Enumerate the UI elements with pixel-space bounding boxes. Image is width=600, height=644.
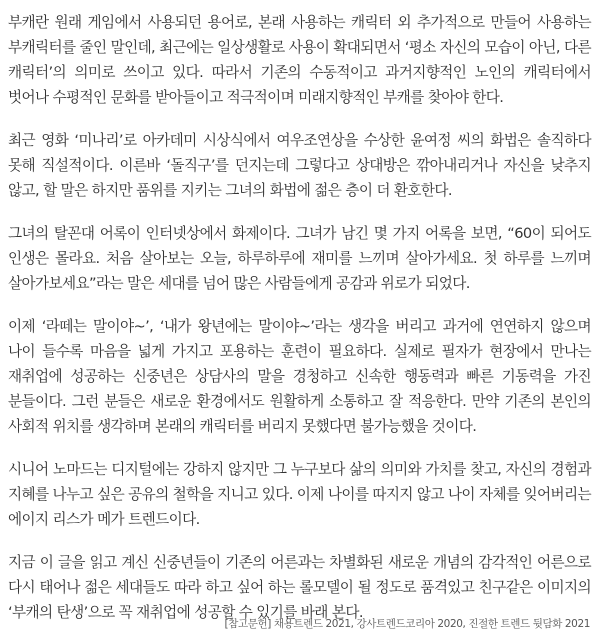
paragraph-5: 시니어 노마드는 디지털에는 강하지 않지만 그 누구보다 삶의 의미와 가치를 찾고, 자신의 경험과 지혜를 나누고 싶은 공유의 철학을 지니고 있다. 이제 나이를 따지지 않고 나이 자체를 잊어버리는 에이지 리스가 메가 트렌드이다. xyxy=(8,461,591,528)
paragraph-3: 그녀의 탈꼰대 어록이 인터넷상에서 화제이다. 그녀가 남긴 몇 가지 어록을 보면, “60이 되어도 인생은 몰라요. 처음 살아보는 오늘, 하루하루에 재미를 느끼며 살아가세요. 첫 하루를 느끼며 살아가보세요”라는 말은 세대를 넘어 많은 사람들에게 공감과 위로가 되었다. xyxy=(8,225,591,292)
paragraph-1: 부캐란 원래 게임에서 사용되던 용어로, 본래 사용하는 캐릭터 외 추가적으로 만들어 사용하는 부캐릭터를 줄인 말인데, 최근에는 일상생활로 사용이 확대되면서 ‘평소 자신의 모습이 아닌, 다른 캐릭터’의 의미로 쓰이고 있다. 따라서 기존의 수동적이고 과거지향적인 노인의 캐릭터에서 벗어나 수평적인 문화를 받아들이고 적극적이며 미래지향적인 부캐를 찾아야 한다. xyxy=(8,14,591,106)
paragraph-6: 지금 이 글을 읽고 계신 신중년들이 기존의 어른과는 차별화된 새로운 개념의 감각적인 어른으로 다시 태어나 젊은 세대들도 따라 하고 싶어 하는 롤모델이 될 정도로 품격있고 친구같은 이미지의 ‘부캐의 탄생’으로 꼭 재취업에 성공할 수 있기를 바래 본다. xyxy=(8,554,591,621)
references-note: [참고문헌] 채용트렌드 2021, 강사트렌드코리아 2020, 진절한 트렌드 뒷담화 2021 xyxy=(224,618,590,630)
paragraph-2: 최근 영화 ‘미나리’로 아카데미 시상식에서 여우조연상을 수상한 윤여정 씨의 화법은 솔직하다 못해 직설적이다. 이른바 ‘돌직구’를 던지는데 그렇다고 상대방은 깎아내리거나 자신을 낮추지 않고, 할 말은 하지만 품위를 지키는 그녀의 화법에 젊은 층이 더 환호한다. xyxy=(8,132,591,199)
paragraph-4: 이제 ‘라떼는 말이야~’, ‘내가 왕년에는 말이야~’라는 생각을 버리고 과거에 연연하지 않으며 나이 들수록 마음을 넓게 가지고 포용하는 훈련이 필요하다. 실제로 필자가 현장에서 만나는 재취업에 성공하는 신중년은 상담사의 말을 경청하고 신속한 행동력과 빠른 기동력을 가진 분들이다. 그런 분들은 새로운 환경에서도 원활하게 소통하고 잘 적응한다. 만약 기존의 본인의 사회적 위치를 생각하며 본래의 캐릭터를 버리지 못했다면 불가능했을 것이다. xyxy=(8,318,591,435)
